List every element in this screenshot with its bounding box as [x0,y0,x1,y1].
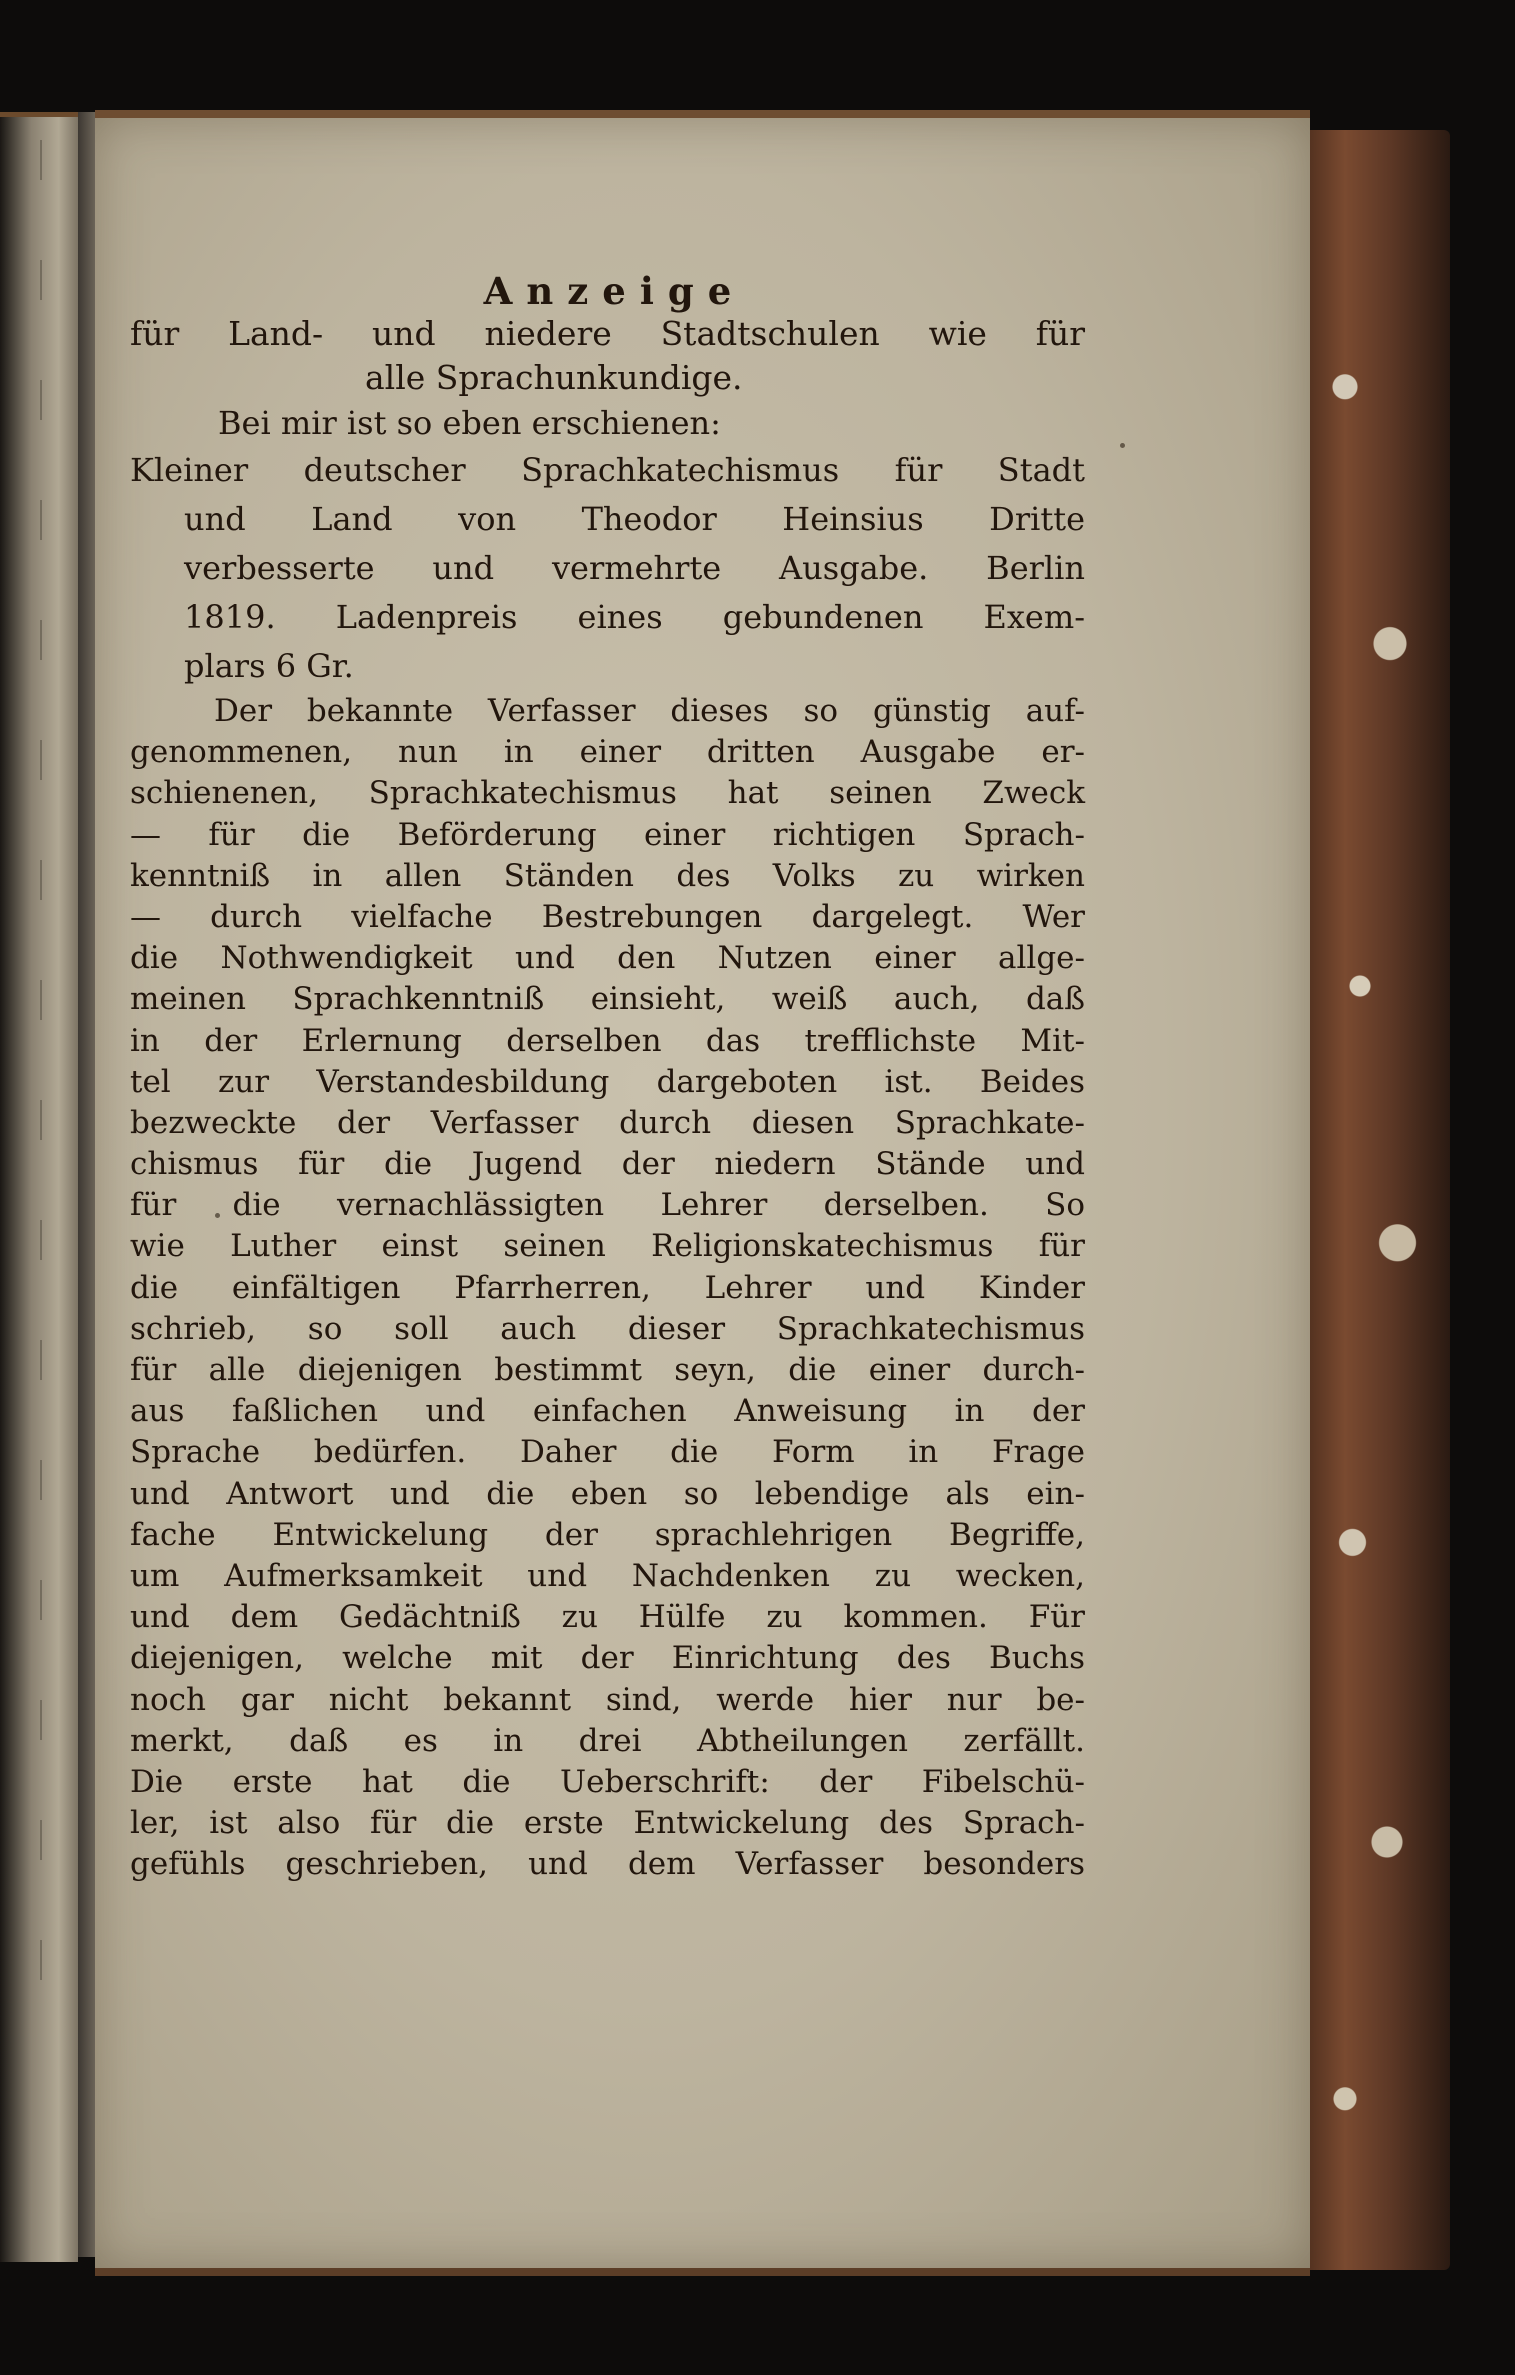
body-line: Der bekannte Verfasser dieses so günstig auf- [214,693,1085,729]
heading: Anzeige [483,269,746,313]
book-title-line: und Land von Theodor Heinsius Dritte [184,500,1085,538]
body-line: ler, ist also für die erste Entwickelung des Sprach- [130,1805,1085,1842]
book-title-line: 1819. Ladenpreis eines gebundenen Exem- [184,598,1085,636]
ink-speck [1120,443,1125,448]
body-line: die Nothwendigkeit und den Nutzen einer allge- [130,940,1085,977]
announcement-text [130,270,1085,1885]
book-title-line: plars 6 Gr. [184,647,354,685]
body-line: Sprache bedürfen. Daher die Form in Frage [130,1434,1085,1471]
body-line: und Antwort und die eben so lebendige als ein- [130,1475,1085,1512]
body-line: fache Entwickelung der sprachlehrigen Begriffe, [130,1516,1085,1553]
book-title-line: Kleiner deutscher Sprachkatechismus für Stadt [130,451,1085,489]
body-line: für die vernachlässigten Lehrer derselben. So [130,1187,1085,1224]
body-line: Die erste hat die Ueberschrift: der Fibelschü- [130,1763,1085,1800]
body-line: merkt, daß es in drei Abtheilungen zerfällt. [130,1722,1085,1759]
body-line: — durch vielfache Bestrebungen dargelegt. Wer [130,898,1085,935]
body-line: in der Erlernung derselben das trefflichste Mit- [130,1022,1085,1059]
body-line: aus faßlichen und einfachen Anweisung in der [130,1393,1085,1430]
body-line: die einfältigen Pfarrherren, Lehrer und Kinder [130,1269,1085,1306]
body-line: kenntniß in allen Ständen des Volks zu wirken [130,857,1085,894]
subheading-line: alle Sprachunkundige. [365,358,743,397]
body-line: gefühls geschrieben, und dem Verfasser besonders [130,1846,1085,1883]
body-line: für alle diejenigen bestimmt seyn, die einer durch- [130,1352,1085,1388]
body-line: bezweckte der Verfasser durch diesen Sprachkate- [130,1104,1085,1141]
marbled-cover-edge [1300,130,1450,2270]
left-page-ruling [40,140,42,2040]
body-line: schrieb, so soll auch dieser Sprachkatechismus [130,1310,1085,1347]
body-line: um Aufmerksamkeit und Nachdenken zu wecken, [130,1557,1085,1594]
subheading-line: für Land- und niedere Stadtschulen wie für [130,314,1085,353]
body-line: meinen Sprachkenntniß einsieht, weiß auch, daß [130,981,1085,1018]
book-gutter [78,112,96,2257]
body-line: schienenen, Sprachkatechismus hat seinen Zweck [130,775,1085,812]
left-page-edge [0,112,78,2262]
body-line: diejenigen, welche mit der Einrichtung des Buchs [130,1640,1085,1677]
body-line: und dem Gedächtniß zu Hülfe zu kommen. Für [130,1599,1085,1636]
intro-line: Bei mir ist so eben erschienen: [218,404,721,442]
body-line: wie Luther einst seinen Religionskatechismus für [130,1228,1085,1265]
body-line: tel zur Verstandesbildung dargeboten ist. Beides [130,1063,1085,1100]
body-line: — für die Beförderung einer richtigen Sprach- [130,816,1085,853]
body-line: noch gar nicht bekannt sind, werde hier nur be- [130,1681,1085,1718]
book-title-line: verbesserte und vermehrte Ausgabe. Berlin [184,549,1085,587]
body-line: genommenen, nun in einer dritten Ausgabe er- [130,734,1085,771]
body-line: chismus für die Jugend der niedern Stände und [130,1146,1085,1183]
